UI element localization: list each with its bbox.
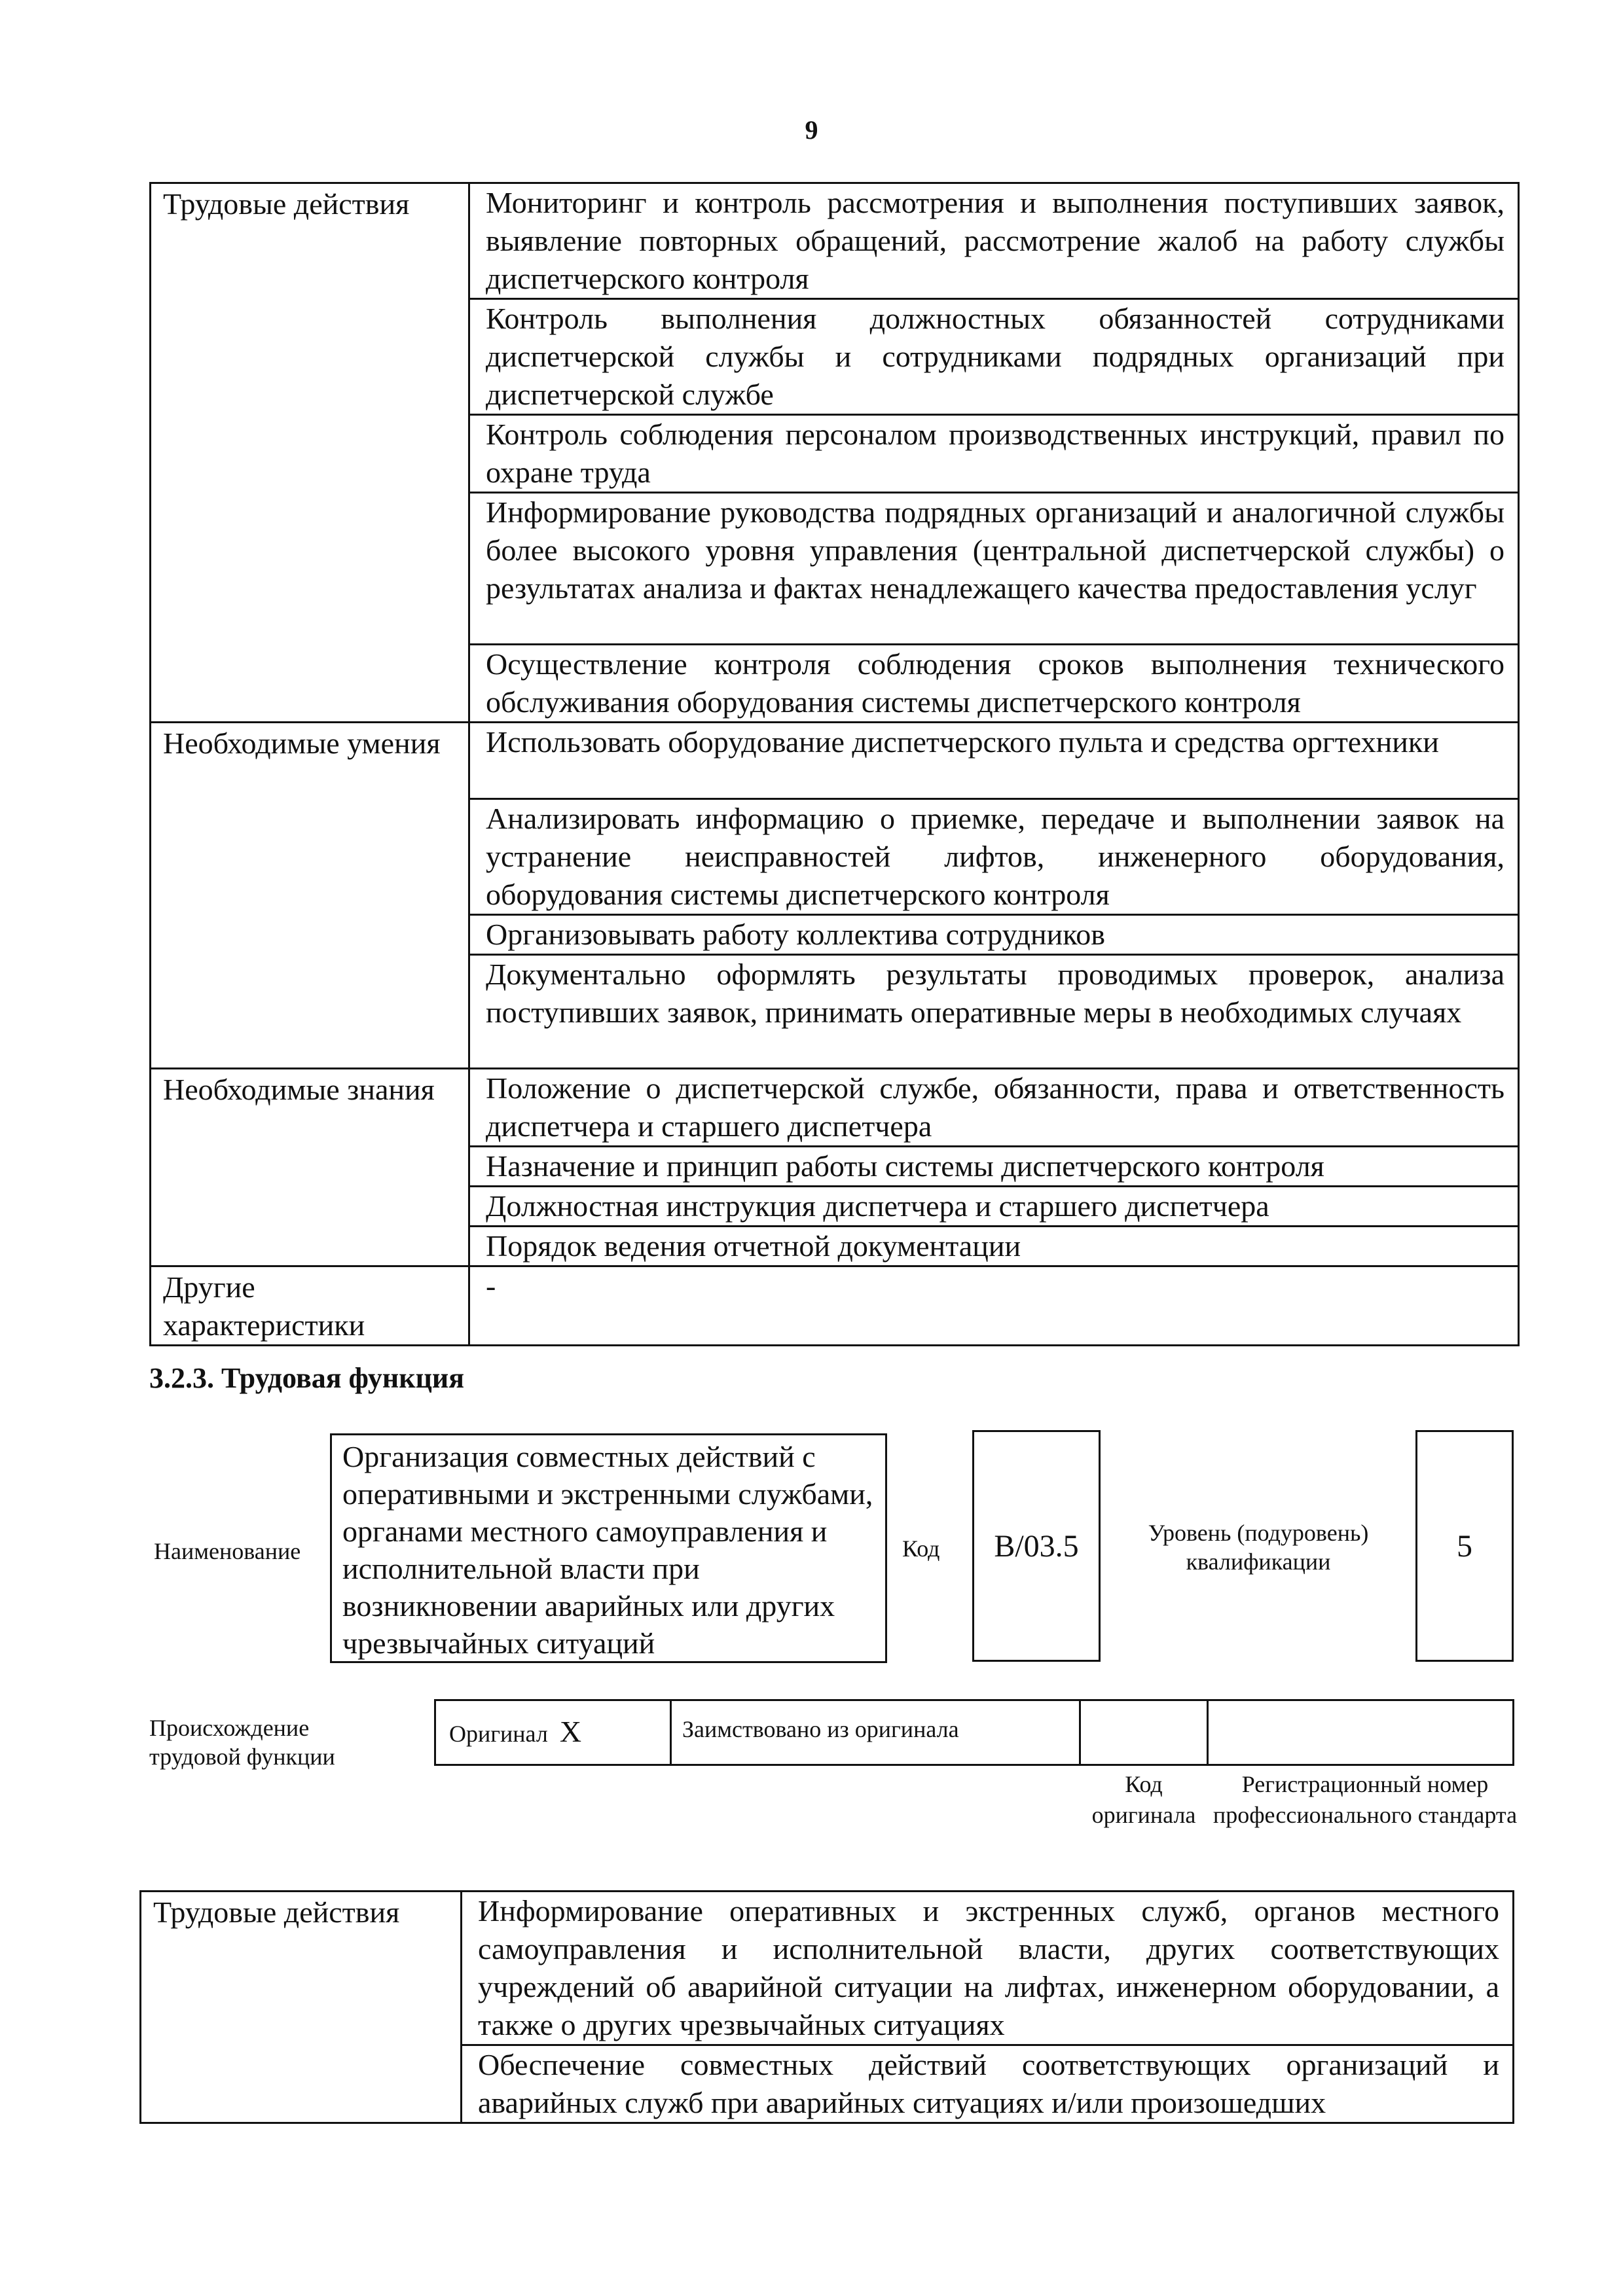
original-mark: X	[559, 1715, 582, 1748]
table-cell: Порядок ведения отчетной документации	[469, 1227, 1519, 1266]
table-cell: Обеспечение совместных действий соответствующих организаций и аварийных служб при аварийных ситуациях и/или произошедших	[462, 2045, 1514, 2123]
table-cell: Организовывать работу коллектива сотрудников	[469, 915, 1519, 955]
table-row	[151, 183, 1519, 299]
table-row	[151, 723, 1519, 799]
row-label: Трудовые действия	[151, 183, 469, 723]
level-label: Уровень (подуровень) квалификации	[1148, 1520, 1369, 1575]
table-cell: Осуществление контроля соблюдения сроков выполнения технического обслуживания оборудования системы диспетчерского контроля	[469, 645, 1519, 723]
table-cell: Должностная инструкция диспетчера и старшего диспетчера	[469, 1187, 1519, 1227]
table-cell: Анализировать информацию о приемке, передаче и выполнении заявок на устранение неисправностей лифтов, инженерного оборудования, оборудования системы диспетчерского контроля	[469, 799, 1519, 915]
original-label: Оригинал	[449, 1721, 548, 1747]
labor-actions-table	[139, 1890, 1514, 2124]
table-cell: Контроль выполнения должностных обязанностей сотрудниками диспетчерской службы и сотрудниками подрядных организаций при диспетчерской службе	[469, 299, 1519, 415]
row-label: Другие характеристики	[151, 1266, 469, 1346]
reg-number-caption: Регистрационный номер профессионального стандарта	[1213, 1771, 1518, 1828]
original-code-cell	[1081, 1701, 1209, 1764]
code-value-box	[972, 1430, 1101, 1662]
table-cell: Информирование руководства подрядных организаций и аналогичной службы более высокого уровня управления (центральной диспетчерской службы) о результатах анализа и фактах ненадлежащего качества предоставления услуг	[469, 493, 1519, 645]
table-cell: Использовать оборудование диспетчерского пульта и средства оргтехники	[469, 723, 1519, 799]
original-cell	[436, 1701, 672, 1764]
table-cell: -	[469, 1266, 1519, 1346]
page-number: 9	[805, 115, 818, 145]
table-cell: Документально оформлять результаты проводимых проверок, анализа поступивших заявок, принимать оперативные меры в необходимых случаях	[469, 955, 1519, 1069]
code-label: Код	[902, 1535, 940, 1562]
name-value-box: Организация совместных действий с оперативными и экстренными службами, органами местного самоуправления и исполнительной власти при возникновении аварийных или других чрезвычайных ситуаций	[330, 1433, 887, 1663]
competency-table	[149, 182, 1520, 1346]
table-cell: Контроль соблюдения персоналом производственных инструкций, правил по охране труда	[469, 415, 1519, 493]
row-label: Необходимые знания	[151, 1069, 469, 1266]
level-value-box	[1415, 1430, 1514, 1662]
code-value: B/03.5	[994, 1528, 1079, 1564]
table-row	[141, 1892, 1514, 2045]
original-code-caption: Код оригинала	[1091, 1771, 1196, 1828]
table-cell: Мониторинг и контроль рассмотрения и выполнения поступивших заявок, выявление повторных обращений, рассмотрение жалоб на работу службы диспетчерского контроля	[469, 183, 1519, 299]
name-label: Наименование	[154, 1538, 301, 1564]
row-label: Трудовые действия	[141, 1892, 462, 2123]
section-title: 3.2.3. Трудовая функция	[149, 1362, 465, 1394]
row-label: Необходимые умения	[151, 723, 469, 1069]
origin-table	[434, 1699, 1514, 1766]
table-row	[151, 1069, 1519, 1147]
table-cell: Информирование оперативных и экстренных служб, органов местного самоуправления и исполнительной власти, других соответствующих учреждений об аварийной ситуации на лифтах, инженерном оборудовании, а также о других чрезвычайных ситуациях	[462, 1892, 1514, 2045]
borrowed-cell: Заимствовано из оригинала	[672, 1701, 1081, 1764]
table-cell: Положение о диспетчерской службе, обязанности, права и ответственность диспетчера и старшего диспетчера	[469, 1069, 1519, 1147]
table-cell: Назначение и принцип работы системы диспетчерского контроля	[469, 1147, 1519, 1187]
origin-label: Происхождение трудовой функции	[149, 1715, 335, 1770]
level-value: 5	[1457, 1528, 1472, 1564]
reg-number-cell	[1209, 1701, 1512, 1764]
table-row	[151, 1266, 1519, 1346]
